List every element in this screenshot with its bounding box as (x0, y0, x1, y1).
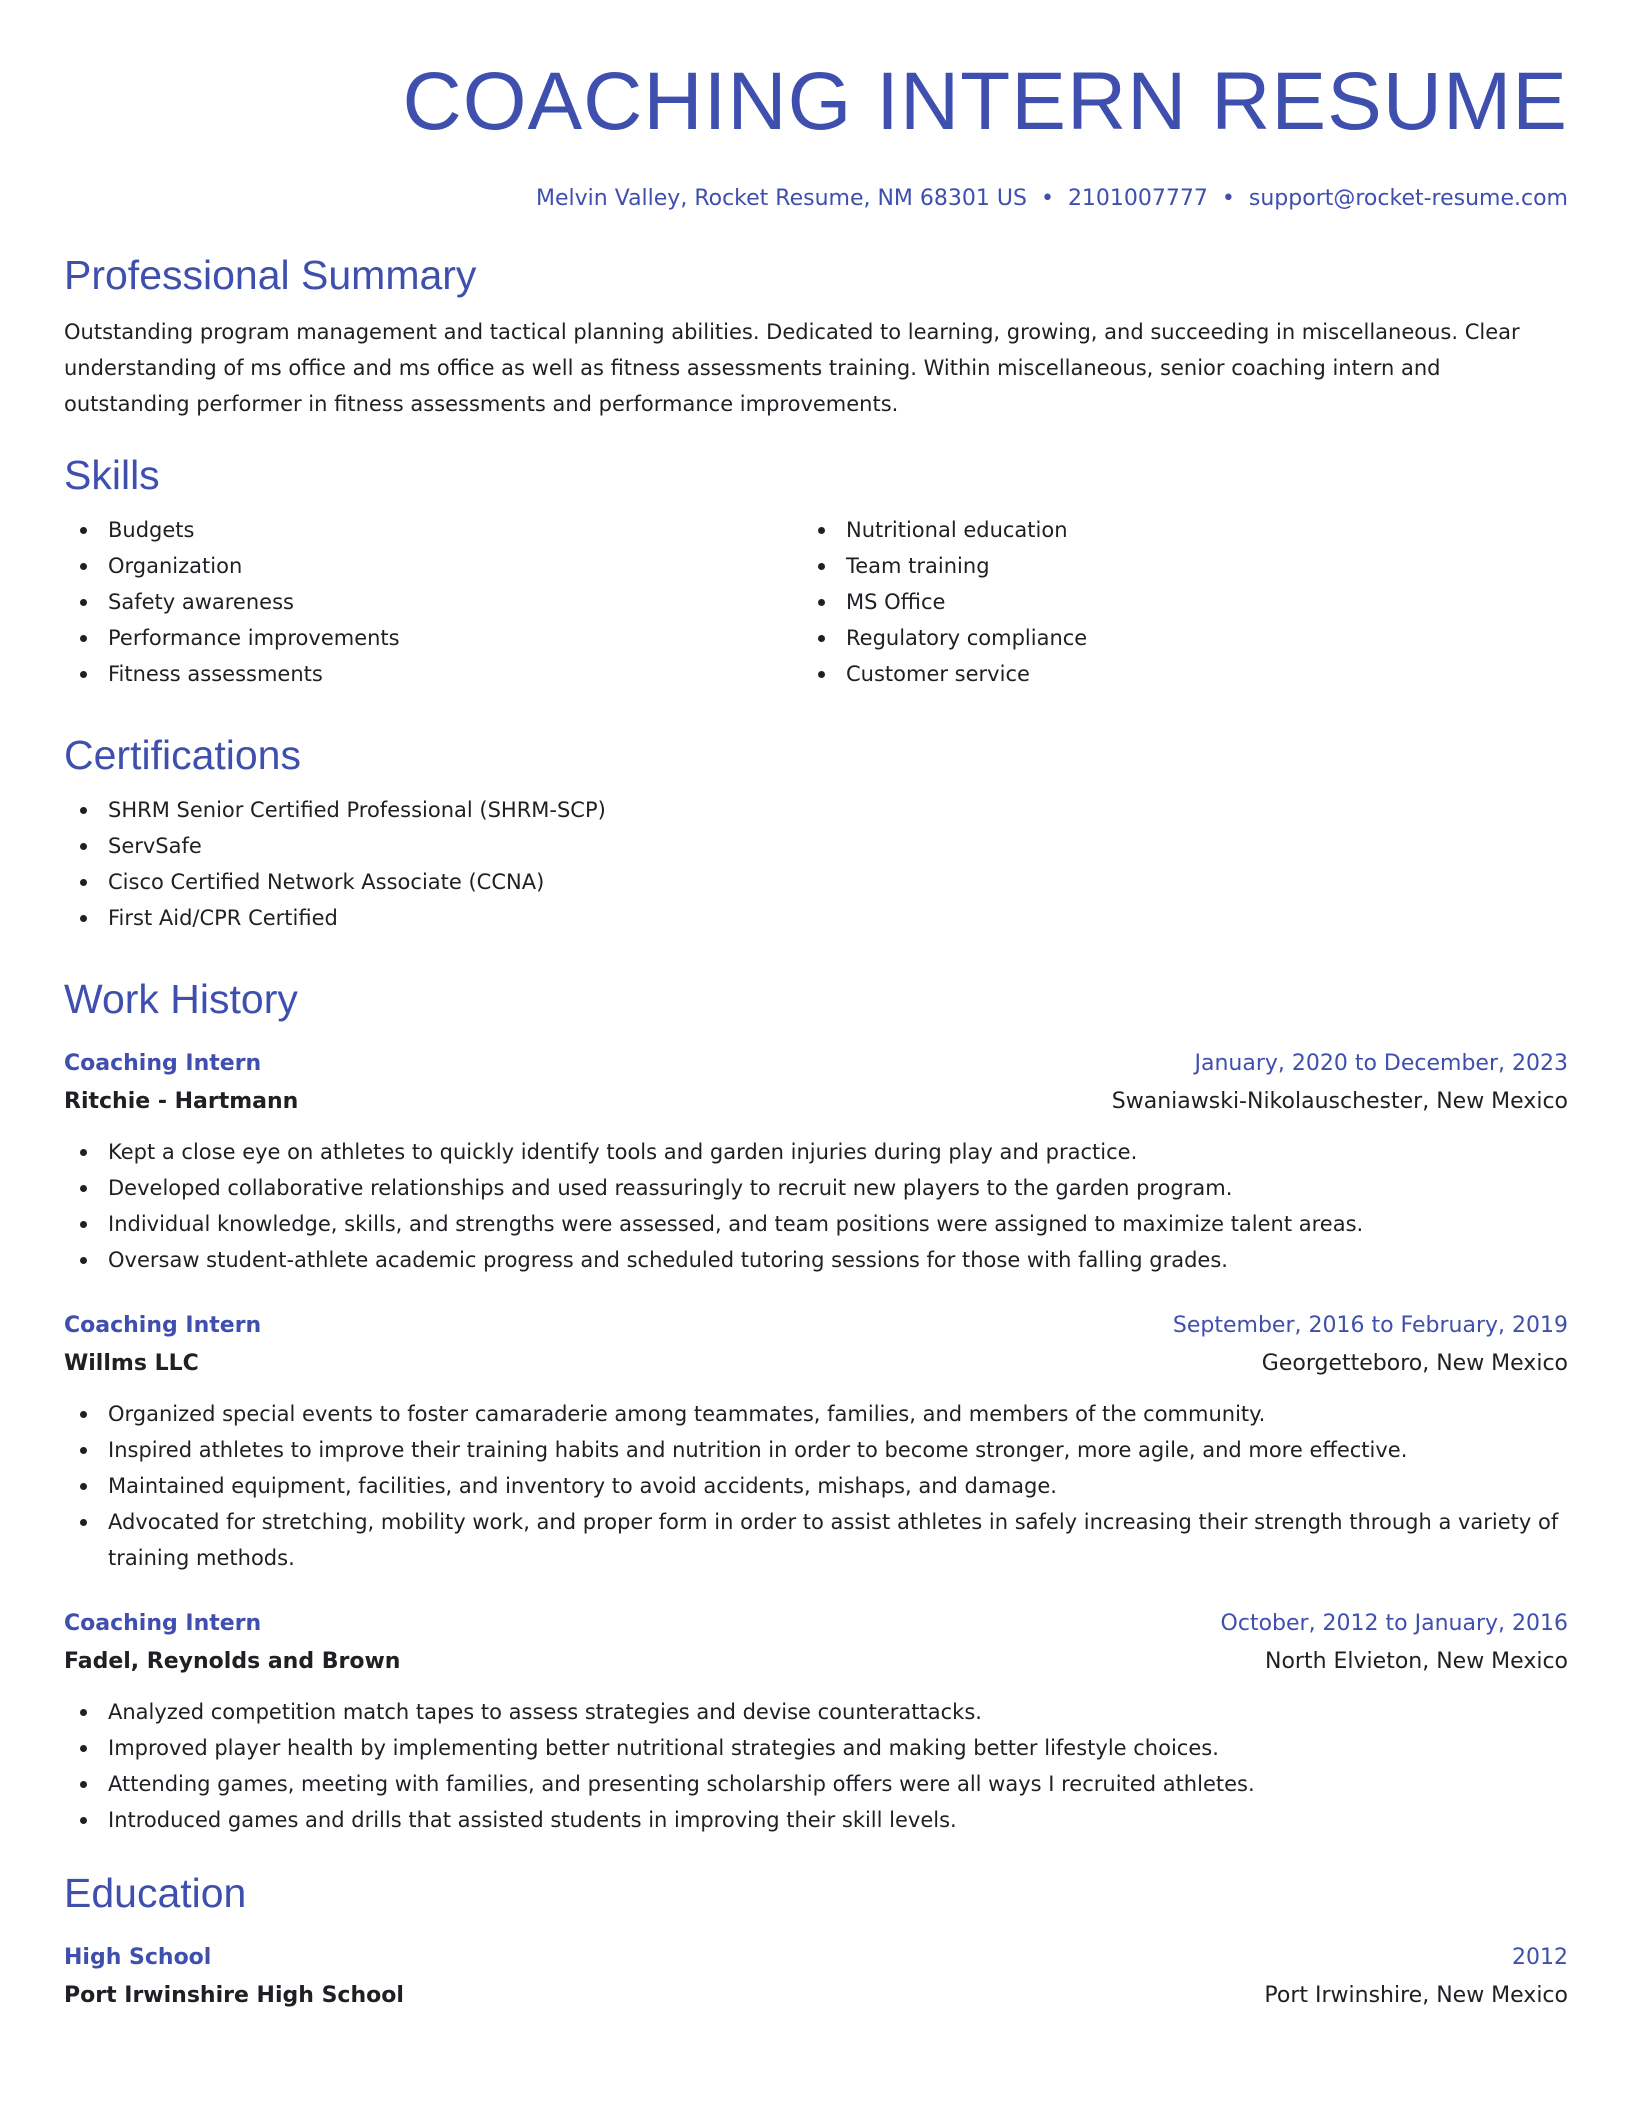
skill-item: Regulatory compliance (802, 620, 1087, 656)
job-dates: September, 2016 to February, 2019 (1172, 1313, 1568, 1338)
job-bullets (64, 1396, 1568, 1576)
job-location: Georgetteboro, New Mexico (1261, 1351, 1568, 1376)
job-bullet: Organized special events to foster camaraderie among teammates, families, and members of the community. (64, 1396, 1568, 1432)
summary-heading: Professional Summary (64, 252, 477, 298)
job-bullet: Oversaw student-athlete academic progress and scheduled tutoring sessions for those with falling grades. (64, 1242, 1568, 1278)
education-school-row (64, 1976, 1568, 2016)
certifications-heading: Certifications (64, 732, 301, 778)
certification-item: ServSafe (64, 828, 1568, 864)
job-entry (64, 1308, 1568, 1576)
job-company-row (64, 1642, 1568, 1682)
education-location: Port Irwinshire, New Mexico (1264, 1983, 1568, 2008)
job-company: Willms LLC (64, 1351, 199, 1376)
certification-item: SHRM Senior Certified Professional (SHRM-SCP) (64, 792, 1568, 828)
job-entry (64, 1046, 1568, 1278)
job-role: Coaching Intern (64, 1313, 262, 1338)
skill-item: Customer service (802, 656, 1087, 692)
skills-list (64, 512, 1568, 692)
contact-phone: 2101007777 (1067, 186, 1208, 211)
education-degree-row (64, 1940, 1568, 1976)
contact-address: Melvin Valley, Rocket Resume, NM 68301 US (536, 186, 1027, 211)
work-history-heading: Work History (64, 976, 298, 1022)
contact-email[interactable]: support@rocket-resume.com (1248, 186, 1568, 211)
education-degree: High School (64, 1945, 212, 1970)
skill-item: Nutritional education (802, 512, 1087, 548)
skill-item: Budgets (64, 512, 802, 548)
job-bullet: Advocated for stretching, mobility work, and proper form in order to assist athletes in safely increasing their strength through a variety of training methods. (64, 1504, 1568, 1576)
certifications-list (64, 792, 1568, 936)
contact-separator: • (1221, 186, 1235, 211)
skill-item: Performance improvements (64, 620, 802, 656)
job-company: Fadel, Reynolds and Brown (64, 1649, 401, 1674)
job-location: Swaniawski-Nikolauschester, New Mexico (1111, 1089, 1568, 1114)
certification-item: Cisco Certified Network Associate (CCNA) (64, 864, 1568, 900)
job-bullet: Attending games, meeting with families, and presenting scholarship offers were all ways I recruited athletes. (64, 1766, 1568, 1802)
job-bullet: Individual knowledge, skills, and strengths were assessed, and team positions were assigned to maximize talent areas. (64, 1206, 1568, 1242)
education-year: 2012 (1512, 1945, 1568, 1970)
summary-text: Outstanding program management and tactical planning abilities. Dedicated to learning, growing, and succeeding in miscellaneous. Clear understanding of ms office and ms office as well as fitness assessments training. Within miscellaneous, senior coaching intern and outstanding performer in fitness assessments and performance improvements. (64, 320, 1520, 416)
job-dates: October, 2012 to January, 2016 (1220, 1611, 1568, 1636)
education-entry (64, 1940, 1568, 2016)
education-heading: Education (64, 1870, 247, 1916)
skill-item: Fitness assessments (64, 656, 802, 692)
job-bullet: Inspired athletes to improve their training habits and nutrition in order to become stronger, more agile, and more effective. (64, 1432, 1568, 1468)
skill-item: Organization (64, 548, 802, 584)
job-company-row (64, 1344, 1568, 1384)
job-bullet: Introduced games and drills that assisted students in improving their skill levels. (64, 1802, 1568, 1838)
job-bullets (64, 1134, 1568, 1278)
job-bullet: Improved player health by implementing better nutritional strategies and making better lifestyle choices. (64, 1730, 1568, 1766)
job-dates: January, 2020 to December, 2023 (1194, 1051, 1568, 1076)
resume-title: COACHING INTERN RESUME (402, 56, 1568, 147)
job-role: Coaching Intern (64, 1611, 262, 1636)
education-school: Port Irwinshire High School (64, 1983, 404, 2008)
job-bullet: Kept a close eye on athletes to quickly identify tools and garden injuries during play and practice. (64, 1134, 1568, 1170)
job-bullet: Analyzed competition match tapes to assess strategies and devise counterattacks. (64, 1694, 1568, 1730)
contact-line (64, 184, 1568, 214)
resume-header (64, 54, 1568, 214)
job-bullet: Developed collaborative relationships and used reassuringly to recruit new players to the garden program. (64, 1170, 1568, 1206)
job-title-row (64, 1046, 1568, 1082)
job-title-row (64, 1308, 1568, 1344)
job-location: North Elvieton, New Mexico (1264, 1649, 1568, 1674)
job-title-row (64, 1606, 1568, 1642)
skills-column-left (64, 512, 802, 692)
certification-item: First Aid/CPR Certified (64, 900, 1568, 936)
contact-separator: • (1040, 186, 1054, 211)
skills-column-right (802, 512, 1087, 692)
skill-item: MS Office (802, 584, 1087, 620)
skill-item: Team training (802, 548, 1087, 584)
job-entry (64, 1606, 1568, 1838)
job-bullets (64, 1694, 1568, 1838)
job-role: Coaching Intern (64, 1051, 262, 1076)
skill-item: Safety awareness (64, 584, 802, 620)
job-company-row (64, 1082, 1568, 1122)
job-company: Ritchie - Hartmann (64, 1089, 299, 1114)
job-bullet: Maintained equipment, facilities, and inventory to avoid accidents, mishaps, and damage. (64, 1468, 1568, 1504)
skills-heading: Skills (64, 452, 160, 498)
